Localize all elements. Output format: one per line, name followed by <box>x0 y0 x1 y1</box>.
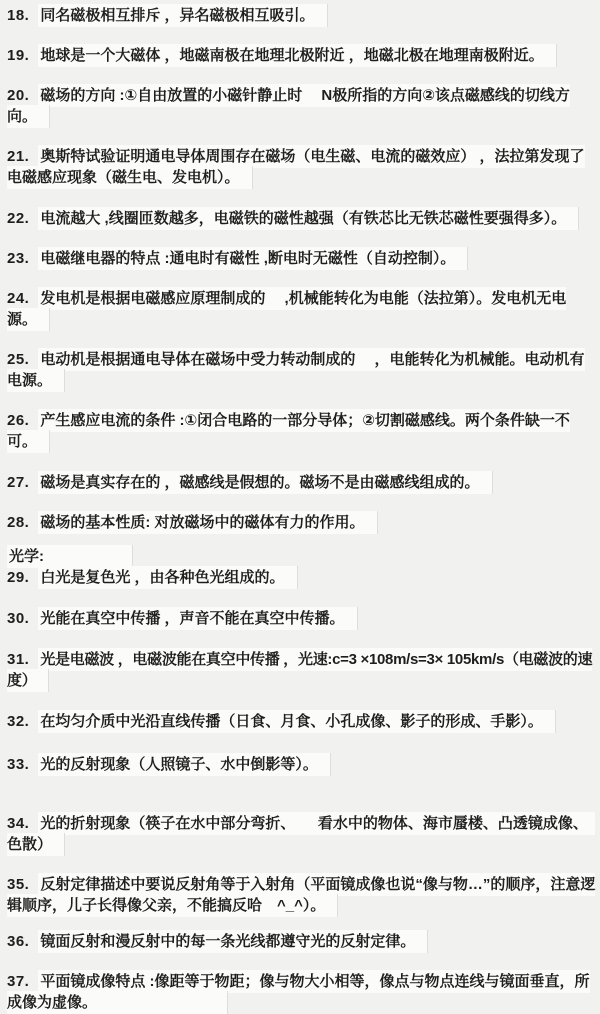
note-item <box>7 288 598 330</box>
item-number: 26. <box>7 412 30 429</box>
note-item <box>7 5 598 26</box>
item-text: 光的反射现象（人照镜子、水中倒影等）。 <box>38 753 331 776</box>
item-number: 31. <box>7 651 30 668</box>
item-number: 24. <box>7 290 30 307</box>
note-item <box>7 472 598 493</box>
item-number: 28. <box>7 514 30 531</box>
item-text: 发电机是根据电磁感应原理制成的 ,机械能转化为电能（法拉第）。发电机无电源。 <box>7 287 566 331</box>
item-number: 18. <box>7 7 30 24</box>
item-text: 同名磁极相互排斥 ，异名磁极相互吸引。 <box>38 4 327 27</box>
note-item <box>7 813 598 855</box>
item-text: 镜面反射和漫反射中的每一条光线都遵守光的反射定律。 <box>38 930 428 953</box>
item-text: 平面镜成像特点 :像距等于物距；像与物大小相等，像点与物点连线与镜面垂直，所成像为虚像。 <box>7 970 590 1014</box>
item-text: 光的折射现象（筷子在水中部分弯折、 看水中的物体、海市蜃楼、凸透镜成像、 色散） <box>7 812 595 856</box>
item-number: 30. <box>7 610 30 627</box>
item-number: 36. <box>7 933 30 950</box>
note-item <box>7 45 598 66</box>
note-item <box>7 567 598 588</box>
note-item <box>7 512 598 533</box>
note-item <box>7 146 598 188</box>
note-item <box>7 874 598 916</box>
notes-list <box>7 5 598 1013</box>
note-item <box>7 85 598 127</box>
item-number: 35. <box>7 876 30 893</box>
item-text: 在均匀介质中光沿直线传播（日食、月食、小孔成像、影子的形成、手影）。 <box>38 710 556 733</box>
item-text: 产生感应电流的条件 :①闭合电路的一部分导体；②切割磁感线。两个条件缺一不可。 <box>7 409 570 453</box>
note-item <box>7 608 598 629</box>
note-item <box>7 711 598 732</box>
item-text: 磁场的方向 :①自由放置的小磁针静止时 N极所指的方向②该点磁感线的切线方向。 <box>7 84 570 128</box>
item-text: 光能在真空中传播 ，声音不能在真空中传播。 <box>38 607 357 630</box>
item-number: 20. <box>7 87 30 104</box>
item-number: 33. <box>7 756 30 773</box>
item-text: 电动机是根据通电导体在磁场中受力转动制成的 ，电能转化为机械能。电动机有电源。 <box>7 348 585 392</box>
item-number: 29. <box>7 569 30 586</box>
item-number: 19. <box>7 47 30 64</box>
item-text: 奥斯特试验证明通电导体周围存在磁场（电生磁、电流的磁效应） ，法拉第发现了电磁感应现象（磁生电、发电机）。 <box>7 145 585 189</box>
item-text: 电流越大 ,线圈匝数越多，电磁铁的磁性越强（有铁芯比无铁芯磁性要强得多）。 <box>38 207 579 230</box>
item-number: 23. <box>7 250 30 267</box>
item-text: 反射定律描述中要说反射角等于入射角（平面镜成像也说“像与物…”的顺序，注意逻辑顺序，儿子长得像父亲，不能搞反哈 ^_^）。 <box>7 873 595 917</box>
item-text: 白光是复色光 ，由各种色光组成的。 <box>38 566 297 589</box>
item-number: 27. <box>7 474 30 491</box>
item-number: 22. <box>7 210 30 227</box>
item-text: 电磁继电器的特点 :通电时有磁性 ,断电时无磁性（自动控制）。 <box>38 247 468 270</box>
item-text: 磁场是真实存在的 ，磁感线是假想的。磁场不是由磁感线组成的。 <box>38 471 492 494</box>
item-number: 34. <box>7 815 30 832</box>
item-number: 25. <box>7 351 30 368</box>
item-text: 光是电磁波 ，电磁波能在真空中传播 ，光速:c=3 ×108m/s=3× 105km/s（电磁波的速度） <box>7 648 592 692</box>
note-item <box>7 349 598 391</box>
note-item <box>7 248 598 269</box>
note-item <box>7 971 598 1013</box>
item-number: 37. <box>7 973 30 990</box>
note-item <box>7 931 598 952</box>
section-heading <box>7 546 598 567</box>
item-number: 21. <box>7 148 30 165</box>
note-item <box>7 754 598 775</box>
item-text: 磁场的基本性质: 对放磁场中的磁体有力的作用。 <box>38 511 377 534</box>
note-item <box>7 410 598 452</box>
note-item <box>7 208 598 229</box>
section-heading-text: 光学: <box>7 545 133 568</box>
note-item <box>7 649 598 691</box>
item-text: 地球是一个大磁体 ，地磁南极在地理北极附近 ，地磁北极在地理南极附近。 <box>38 44 556 67</box>
item-number: 32. <box>7 713 30 730</box>
